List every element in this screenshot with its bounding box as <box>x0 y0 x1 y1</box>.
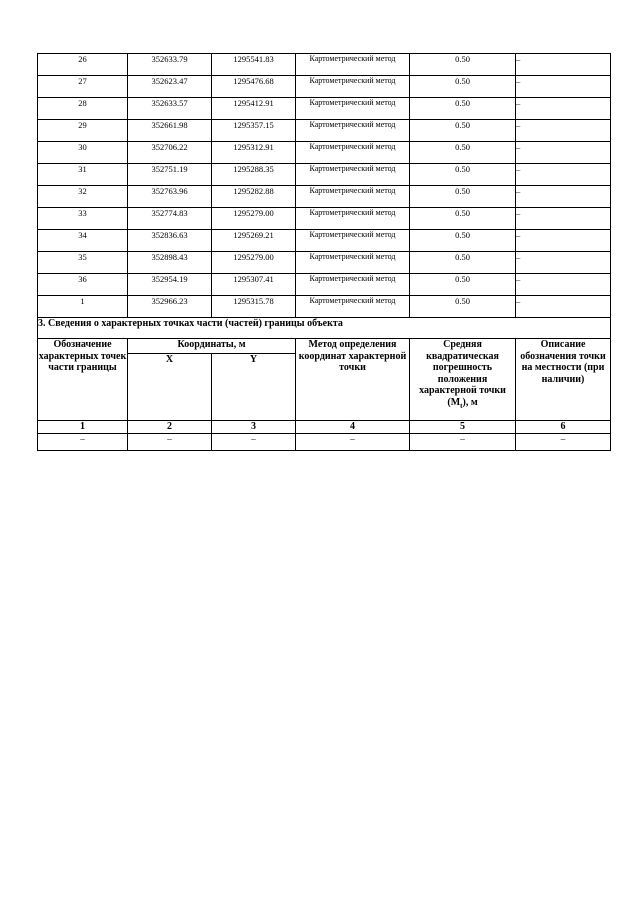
empty-cell: – <box>296 434 410 451</box>
coordinate-y: 1295282.88 <box>212 186 296 208</box>
method-cell: Картометрический метод <box>296 252 410 274</box>
column-number: 6 <box>516 421 611 434</box>
description-cell: – <box>516 296 611 318</box>
column-number: 4 <box>296 421 410 434</box>
coordinate-y: 1295288.35 <box>212 164 296 186</box>
description-cell: – <box>516 164 611 186</box>
column-number: 1 <box>38 421 128 434</box>
table-row <box>38 54 611 76</box>
method-cell: Картометрический метод <box>296 76 410 98</box>
method-cell: Картометрический метод <box>296 54 410 76</box>
header-description: Описание обозначения точки на местности (при наличии) <box>516 339 611 421</box>
error-cell: 0.50 <box>410 76 516 98</box>
error-cell: 0.50 <box>410 164 516 186</box>
point-number: 35 <box>38 252 128 274</box>
empty-cell: – <box>516 434 611 451</box>
table-row <box>38 186 611 208</box>
error-cell: 0.50 <box>410 186 516 208</box>
point-number: 32 <box>38 186 128 208</box>
coordinate-x: 352706.22 <box>128 142 212 164</box>
point-number: 27 <box>38 76 128 98</box>
header-y: Y <box>212 354 296 421</box>
description-cell: – <box>516 142 611 164</box>
description-cell: – <box>516 252 611 274</box>
error-cell: 0.50 <box>410 208 516 230</box>
coordinate-y: 1295307.41 <box>212 274 296 296</box>
coordinate-y: 1295412.91 <box>212 98 296 120</box>
column-number: 2 <box>128 421 212 434</box>
point-number: 34 <box>38 230 128 252</box>
header-method: Метод определения координат характерной точки <box>296 339 410 421</box>
coordinate-x: 352623.47 <box>128 76 212 98</box>
coordinates-table <box>37 53 611 451</box>
header-error: Средняя квадратическая погрешность положения характерной точки $(M_t)$, м <box>410 339 516 421</box>
column-number: 3 <box>212 421 296 434</box>
error-cell: 0.50 <box>410 252 516 274</box>
table-row <box>38 296 611 318</box>
coordinate-x: 352954.19 <box>128 274 212 296</box>
empty-data-row <box>38 434 611 451</box>
coordinate-x: 352751.19 <box>128 164 212 186</box>
coordinate-y: 1295541.83 <box>212 54 296 76</box>
description-cell: – <box>516 208 611 230</box>
table-row <box>38 142 611 164</box>
point-number: 31 <box>38 164 128 186</box>
method-cell: Картометрический метод <box>296 98 410 120</box>
coordinate-y: 1295357.15 <box>212 120 296 142</box>
point-number: 36 <box>38 274 128 296</box>
empty-cell: – <box>212 434 296 451</box>
error-cell: 0.50 <box>410 296 516 318</box>
coordinate-y: 1295315.78 <box>212 296 296 318</box>
coordinate-x: 352661.98 <box>128 120 212 142</box>
point-number: 29 <box>38 120 128 142</box>
error-cell: 0.50 <box>410 142 516 164</box>
point-number: 30 <box>38 142 128 164</box>
coordinate-x: 352763.96 <box>128 186 212 208</box>
coordinate-x: 352898.43 <box>128 252 212 274</box>
point-number: 28 <box>38 98 128 120</box>
table-row <box>38 252 611 274</box>
method-cell: Картометрический метод <box>296 274 410 296</box>
description-cell: – <box>516 98 611 120</box>
error-cell: 0.50 <box>410 54 516 76</box>
coordinate-y: 1295476.68 <box>212 76 296 98</box>
error-cell: 0.50 <box>410 230 516 252</box>
method-cell: Картометрический метод <box>296 164 410 186</box>
empty-cell: – <box>410 434 516 451</box>
method-cell: Картометрический метод <box>296 186 410 208</box>
section-3 <box>38 318 611 451</box>
point-number: 26 <box>38 54 128 76</box>
coordinate-y: 1295279.00 <box>212 252 296 274</box>
error-cell: 0.50 <box>410 120 516 142</box>
data-rows <box>38 54 611 318</box>
column-number: 5 <box>410 421 516 434</box>
section-3-title-row <box>38 318 611 339</box>
coordinate-x: 352633.57 <box>128 98 212 120</box>
method-cell: Картометрический метод <box>296 208 410 230</box>
error-cell: 0.50 <box>410 98 516 120</box>
error-cell: 0.50 <box>410 274 516 296</box>
section-3-header-row <box>38 339 611 354</box>
column-numbers-row <box>38 421 611 434</box>
description-cell: – <box>516 186 611 208</box>
empty-cell: – <box>128 434 212 451</box>
coordinate-y: 1295269.21 <box>212 230 296 252</box>
table-row <box>38 230 611 252</box>
table-row <box>38 120 611 142</box>
header-point-designation: Обозначение характерных точек части границы <box>38 339 128 421</box>
description-cell: – <box>516 230 611 252</box>
coordinate-x: 352966.23 <box>128 296 212 318</box>
point-number: 33 <box>38 208 128 230</box>
coordinate-y: 1295279.00 <box>212 208 296 230</box>
method-cell: Картометрический метод <box>296 230 410 252</box>
header-coordinates-group: Координаты, м <box>128 339 296 354</box>
description-cell: – <box>516 120 611 142</box>
table-row <box>38 76 611 98</box>
table-row <box>38 208 611 230</box>
description-cell: – <box>516 54 611 76</box>
method-cell: Картометрический метод <box>296 120 410 142</box>
method-cell: Картометрический метод <box>296 142 410 164</box>
header-x: X <box>128 354 212 421</box>
table-row <box>38 164 611 186</box>
empty-cell: – <box>38 434 128 451</box>
table-row <box>38 98 611 120</box>
coordinate-x: 352774.83 <box>128 208 212 230</box>
description-cell: – <box>516 76 611 98</box>
point-number: 1 <box>38 296 128 318</box>
description-cell: – <box>516 274 611 296</box>
section-3-title: 3. Сведения о характерных точках части (частей) границы объекта <box>38 318 611 339</box>
method-cell: Картометрический метод <box>296 296 410 318</box>
coordinate-x: 352836.63 <box>128 230 212 252</box>
coordinate-y: 1295312.91 <box>212 142 296 164</box>
table-row <box>38 274 611 296</box>
coordinate-x: 352633.79 <box>128 54 212 76</box>
